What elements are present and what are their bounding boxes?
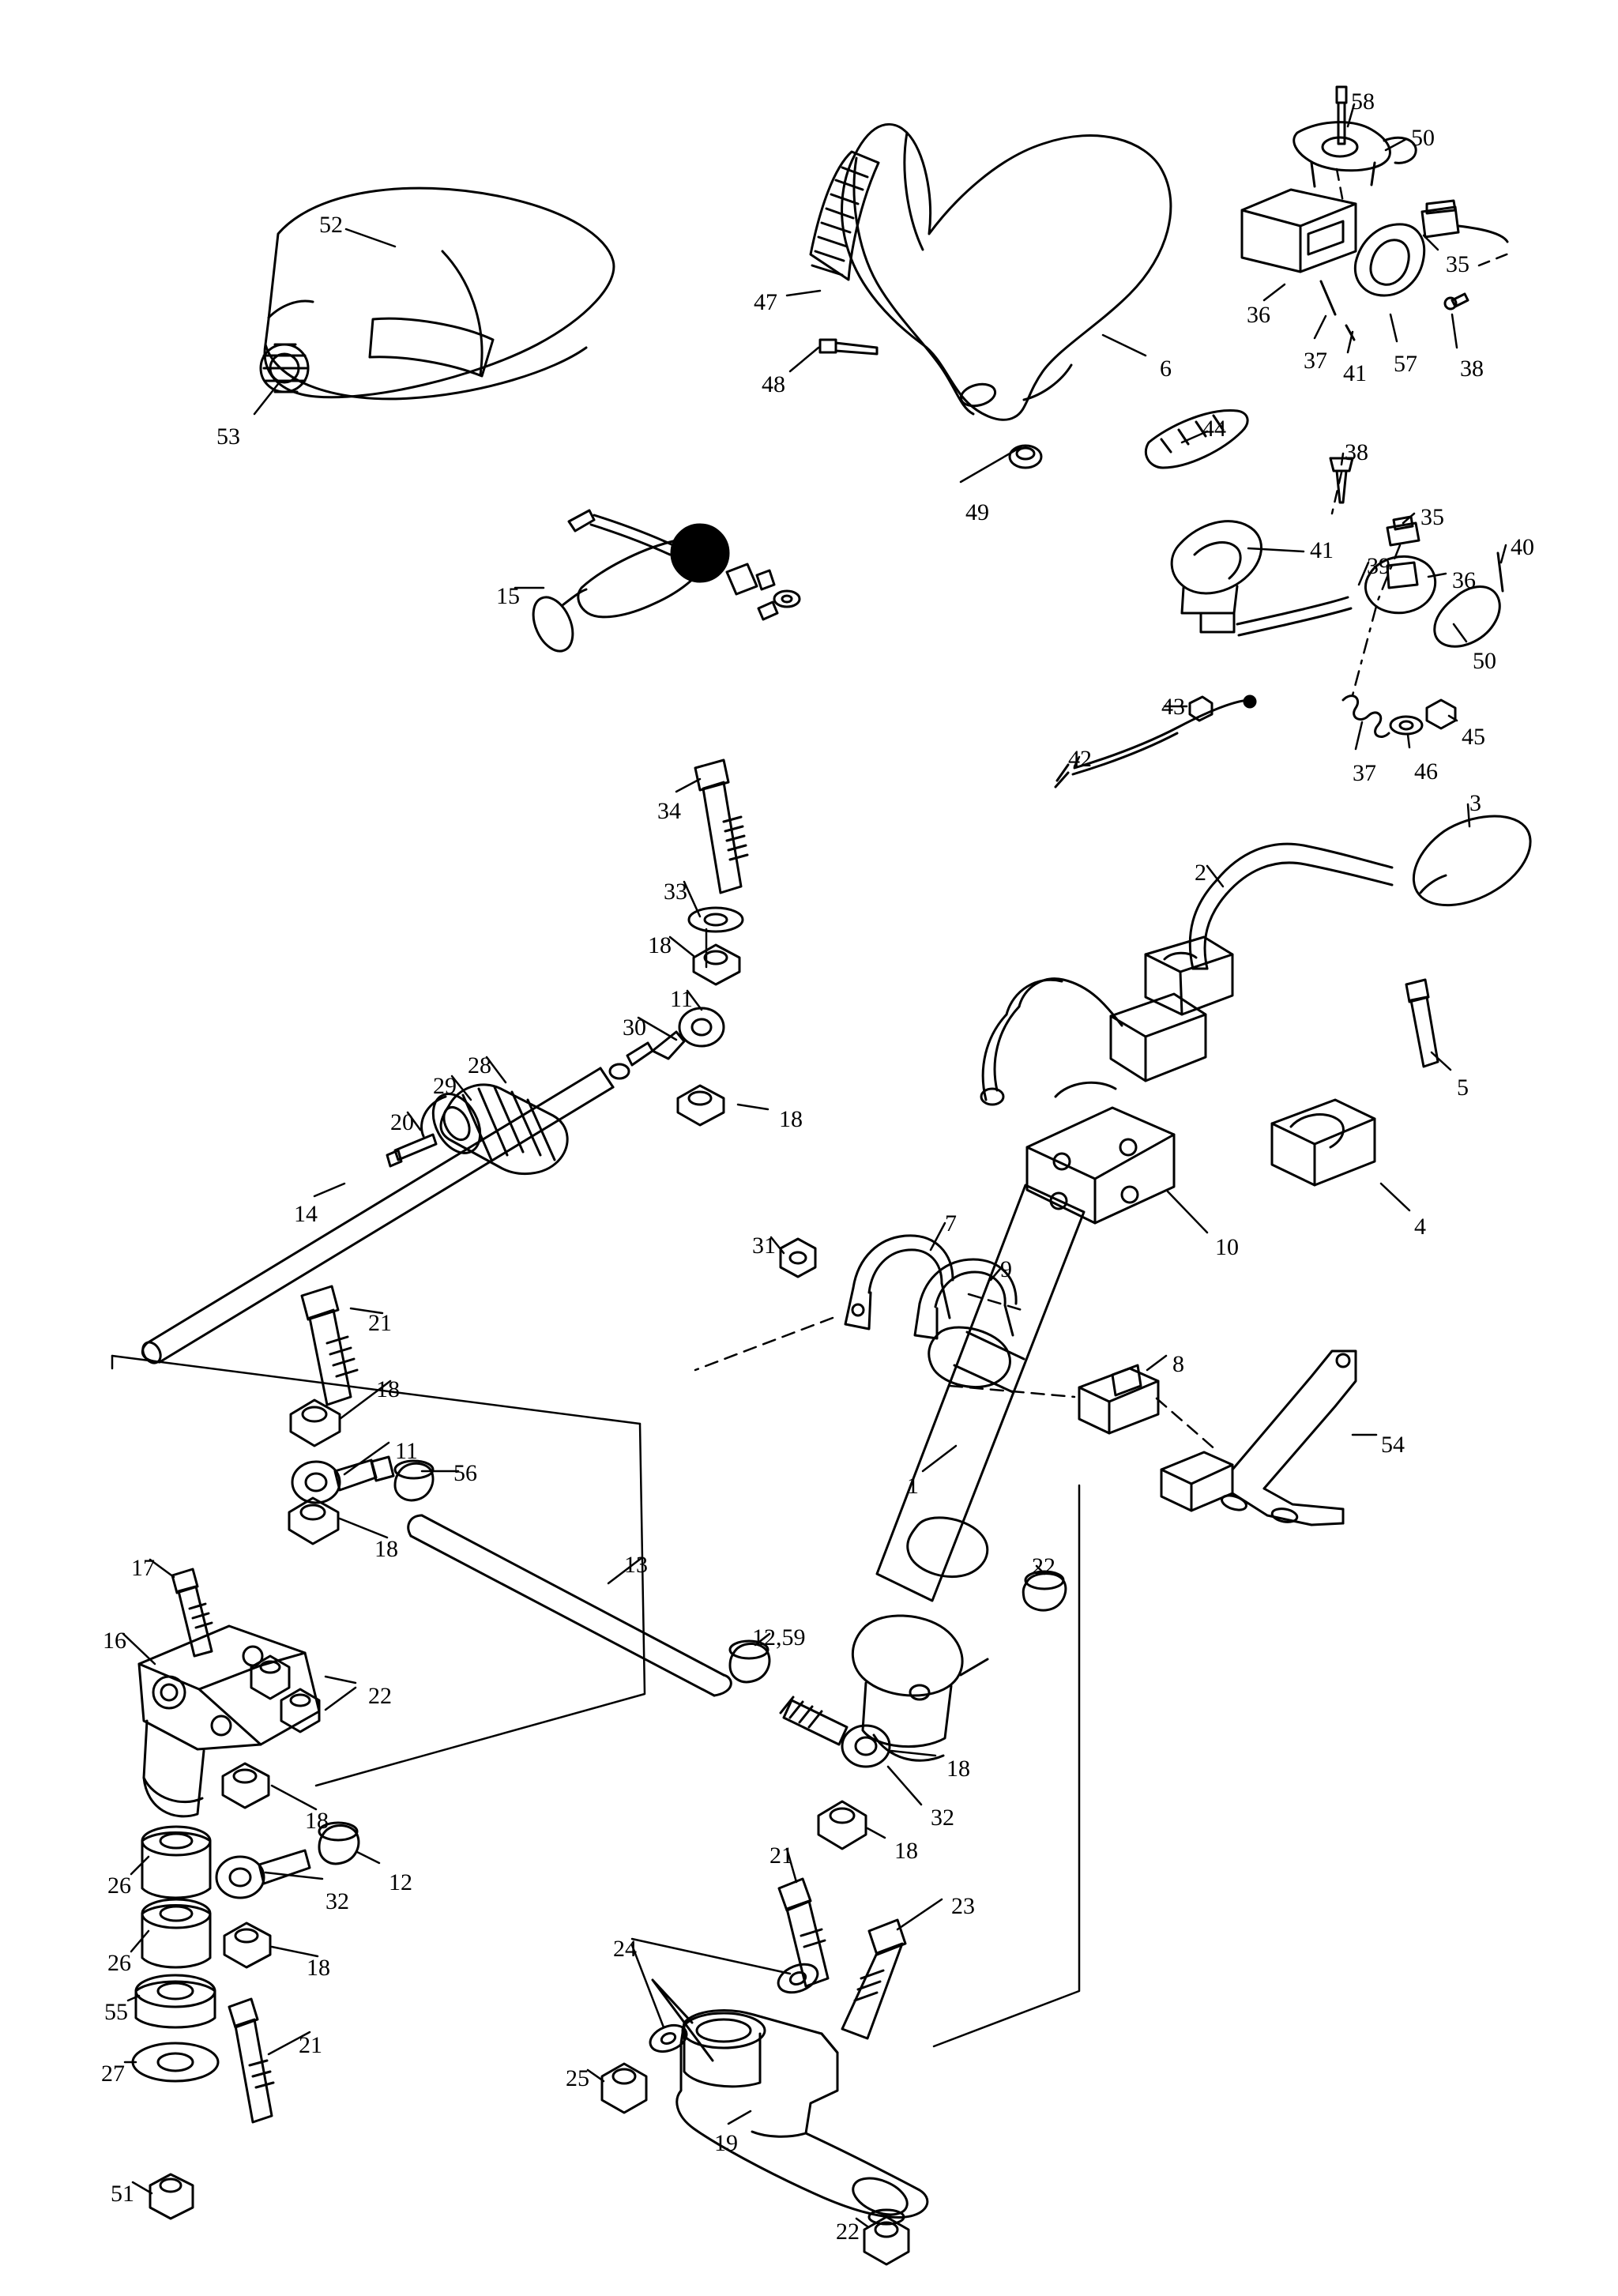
callout-48: 48 bbox=[762, 371, 785, 397]
part-32-rod-end-b bbox=[781, 1697, 890, 1767]
callout-50-b: 50 bbox=[1473, 648, 1496, 674]
callout-53: 53 bbox=[216, 423, 240, 450]
callout-41-b: 41 bbox=[1310, 537, 1334, 563]
callout-20: 20 bbox=[390, 1109, 414, 1135]
part-18-nut-b bbox=[678, 1086, 724, 1125]
callout-6: 6 bbox=[1160, 356, 1172, 382]
callout-37-b: 37 bbox=[1353, 760, 1376, 786]
part-4-bracket bbox=[1272, 1100, 1375, 1185]
callout-54: 54 bbox=[1381, 1432, 1405, 1458]
callout-38: 38 bbox=[1460, 356, 1484, 382]
part-25-nut bbox=[602, 2064, 646, 2113]
callout-27: 27 bbox=[101, 2061, 125, 2087]
callout-10: 10 bbox=[1215, 1234, 1239, 1260]
callout-21-a: 21 bbox=[368, 1310, 392, 1336]
callout-25: 25 bbox=[566, 2065, 589, 2091]
callout-41: 41 bbox=[1343, 360, 1367, 386]
part-32-rod-end-a bbox=[216, 1850, 310, 1898]
callout-9: 9 bbox=[1000, 1256, 1012, 1282]
callout-36-b: 36 bbox=[1452, 567, 1476, 593]
callout-35: 35 bbox=[1446, 251, 1469, 277]
callout-18-b: 18 bbox=[779, 1106, 803, 1132]
part-51-nut bbox=[150, 2174, 193, 2219]
callout-36: 36 bbox=[1247, 302, 1270, 328]
callout-7: 7 bbox=[945, 1210, 957, 1236]
part-41-cover bbox=[1172, 521, 1261, 632]
callout-14: 14 bbox=[294, 1201, 318, 1227]
part-6-seat bbox=[811, 124, 1171, 468]
callout-24: 24 bbox=[613, 1936, 637, 1962]
callout-22-a: 22 bbox=[368, 1683, 392, 1709]
callout-28: 28 bbox=[468, 1052, 491, 1078]
callout-35-b: 35 bbox=[1420, 504, 1444, 530]
callout-46: 46 bbox=[1414, 758, 1438, 785]
callout-18-c: 18 bbox=[376, 1376, 400, 1402]
callout-18-a: 18 bbox=[648, 932, 672, 958]
part-23-bolt bbox=[842, 1920, 905, 2038]
callout-22-b: 22 bbox=[1032, 1553, 1055, 1579]
part-17-bolt bbox=[172, 1569, 212, 1656]
part-56-bushing bbox=[395, 1461, 433, 1500]
callout-23: 23 bbox=[951, 1893, 975, 1919]
callout-17: 17 bbox=[131, 1555, 155, 1581]
callout-39: 39 bbox=[1367, 553, 1390, 579]
part-13-tie-rod bbox=[408, 1515, 732, 1696]
part-54-bracket bbox=[1161, 1351, 1356, 1525]
callout-18-g: 18 bbox=[946, 1756, 970, 1782]
part-21-bolt-b bbox=[229, 1999, 273, 2122]
callout-3: 3 bbox=[1469, 790, 1481, 816]
callout-38-b: 38 bbox=[1345, 439, 1368, 465]
callout-13: 13 bbox=[624, 1552, 648, 1578]
callout-5: 5 bbox=[1457, 1075, 1469, 1101]
callout-18-f: 18 bbox=[307, 1955, 330, 1981]
callout-26-b: 26 bbox=[107, 1950, 131, 1976]
callout-11: 11 bbox=[670, 986, 693, 1012]
part-18-nut-f bbox=[224, 1923, 270, 1967]
part-18-nut-a bbox=[694, 945, 739, 984]
inset-switch-assembly bbox=[1242, 87, 1507, 340]
callout-55: 55 bbox=[104, 1999, 128, 2025]
callout-32-b: 32 bbox=[931, 1805, 954, 1831]
callout-47: 47 bbox=[754, 289, 777, 315]
callout-4: 4 bbox=[1414, 1214, 1426, 1240]
callout-18-h: 18 bbox=[894, 1838, 918, 1864]
callout-21-b: 21 bbox=[299, 2032, 322, 2058]
part-18-nut-c bbox=[291, 1400, 340, 1446]
callout-12: 12 bbox=[389, 1869, 412, 1895]
part-52-cowl bbox=[261, 188, 614, 399]
callout-58: 58 bbox=[1351, 88, 1375, 115]
part-30-boot-ring bbox=[610, 1064, 629, 1078]
callout-11-b: 11 bbox=[395, 1438, 418, 1464]
callout-56: 56 bbox=[453, 1460, 477, 1486]
callout-8: 8 bbox=[1172, 1351, 1184, 1377]
part-34-bolt bbox=[695, 760, 747, 893]
part-19-steering-arm bbox=[677, 2011, 928, 2222]
callout-29: 29 bbox=[433, 1073, 457, 1099]
part-11-rod-end-b bbox=[292, 1457, 393, 1503]
callout-52: 52 bbox=[319, 212, 343, 238]
callout-22-c: 22 bbox=[836, 2219, 860, 2245]
callout-49: 49 bbox=[965, 499, 989, 525]
callout-31: 31 bbox=[752, 1233, 776, 1259]
callout-21-c: 21 bbox=[769, 1842, 793, 1869]
callout-18-d: 18 bbox=[374, 1536, 398, 1562]
part-31-nut bbox=[781, 1239, 815, 1277]
part-35-36-40-50-cluster bbox=[1055, 517, 1503, 787]
callout-34: 34 bbox=[657, 798, 681, 824]
part-18-nut-e bbox=[223, 1763, 269, 1808]
part-18-nut-g bbox=[818, 1801, 866, 1849]
callout-19: 19 bbox=[714, 2130, 738, 2156]
callout-37: 37 bbox=[1304, 348, 1327, 374]
callout-57: 57 bbox=[1394, 351, 1417, 377]
callout-42: 42 bbox=[1068, 746, 1092, 772]
part-8-clip bbox=[1079, 1365, 1158, 1433]
callout-51: 51 bbox=[111, 2181, 134, 2207]
callout-26-a: 26 bbox=[107, 1873, 131, 1899]
callout-12-59: 12,59 bbox=[752, 1624, 806, 1650]
callout-15: 15 bbox=[496, 583, 520, 609]
part-27-washer bbox=[133, 2043, 218, 2081]
callout-45: 45 bbox=[1462, 724, 1485, 750]
callout-33: 33 bbox=[664, 879, 687, 905]
part-44-grip bbox=[1146, 411, 1247, 468]
callout-32: 32 bbox=[325, 1888, 349, 1914]
part-18-nut-d bbox=[289, 1498, 338, 1544]
part-55-spacer bbox=[136, 1975, 215, 2027]
inset-15-horn bbox=[525, 510, 800, 657]
callout-18-e: 18 bbox=[305, 1808, 329, 1834]
callout-40: 40 bbox=[1511, 534, 1534, 560]
part-39-cable bbox=[1237, 597, 1351, 635]
part-16-arm bbox=[139, 1626, 319, 1816]
callout-43: 43 bbox=[1161, 694, 1185, 720]
callout-50: 50 bbox=[1411, 125, 1435, 151]
callout-2: 2 bbox=[1195, 860, 1206, 886]
part-26-bushings bbox=[142, 1827, 210, 1967]
callout-44: 44 bbox=[1202, 416, 1226, 442]
callout-30: 30 bbox=[623, 1014, 646, 1041]
callout-16: 16 bbox=[103, 1628, 126, 1654]
part-28-29-boot bbox=[387, 1085, 567, 1174]
part-3-grip bbox=[1413, 816, 1530, 905]
callout-1: 1 bbox=[907, 1473, 919, 1499]
